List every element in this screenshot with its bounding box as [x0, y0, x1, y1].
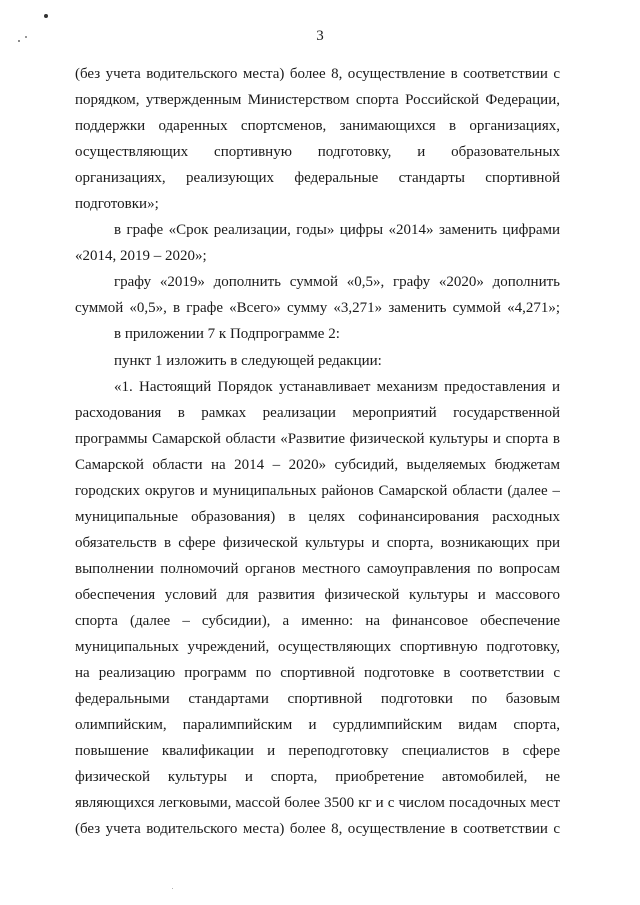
- text-line: обязательств в сфере физической культуры и спорта, возникающих при: [75, 534, 560, 551]
- text-line: «2014, 2019 – 2020»;: [75, 248, 207, 265]
- document-body: [75, 61, 560, 842]
- text-line: физической культуры и спорта, приобретение автомобилей, не: [75, 769, 560, 786]
- text-line: на реализацию программ по спортивной подготовке в соответствии с: [75, 665, 560, 682]
- text-line: пункт 1 изложить в следующей редакции:: [114, 352, 382, 369]
- text-line: «1. Настоящий Порядок устанавливает механизм предоставления и: [114, 378, 560, 395]
- text-line: в приложении 7 к Подпрограмме 2:: [114, 326, 340, 343]
- text-line: муниципальных учреждений, осуществляющих спортивную подготовку,: [75, 639, 560, 656]
- text-line: осуществляющих спортивную подготовку, и образовательных: [75, 144, 560, 161]
- text-line: городских округов и муниципальных районов Самарской области (далее –: [75, 482, 560, 499]
- text-line: (без учета водительского места) более 8, осуществление в соответствии с: [75, 66, 560, 82]
- text-line: организациях, реализующих федеральные стандарты спортивной: [75, 170, 560, 187]
- text-line: спорта (далее – субсидии), а именно: на финансовое обеспечение: [75, 612, 560, 629]
- text-line: обеспечения условий для развития физической культуры и массового: [75, 586, 560, 603]
- text-line: программы Самарской области «Развитие физической культуры и спорта в: [75, 430, 560, 447]
- text-line: порядком, утвержденным Министерством спорта Российской Федерации,: [75, 92, 560, 109]
- text-line: повышение квалификации и переподготовку специалистов в сфере: [75, 743, 560, 760]
- text-line: федеральными стандартами спортивной подготовки по базовым: [75, 691, 560, 708]
- text-line: суммой «0,5», в графе «Всего» сумму «3,271» заменить суммой «4,271»;: [75, 300, 560, 317]
- page-number: 3: [316, 28, 324, 44]
- text-line: муниципальные образования) в целях софинансирования расходных: [75, 508, 560, 525]
- text-line: расходования в рамках реализации мероприятий государственной: [75, 404, 560, 421]
- text-line: олимпийским, паралимпийским и сурдлимпийским видам спорта,: [75, 717, 560, 734]
- text-line: являющихся легковыми, массой более 3500 кг и с числом посадочных мест: [75, 795, 560, 812]
- scan-speck: [44, 14, 48, 18]
- text-line: подготовки»;: [75, 196, 159, 213]
- text-line: выполнении полномочий органов местного самоуправления по вопросам: [75, 560, 560, 577]
- text-line: в графе «Срок реализации, годы» цифры «2014» заменить цифрами: [114, 222, 560, 239]
- text-line: графу «2019» дополнить суммой «0,5», графу «2020» дополнить: [114, 274, 560, 291]
- text-line: поддержки одаренных спортсменов, занимающихся в организациях,: [75, 118, 560, 135]
- text-line: (без учета водительского места) более 8, осуществление в соответствии с: [75, 821, 560, 838]
- scan-speck: [172, 888, 173, 889]
- text-line: Самарской области на 2014 – 2020» субсидий, выделяемых бюджетам: [75, 456, 560, 473]
